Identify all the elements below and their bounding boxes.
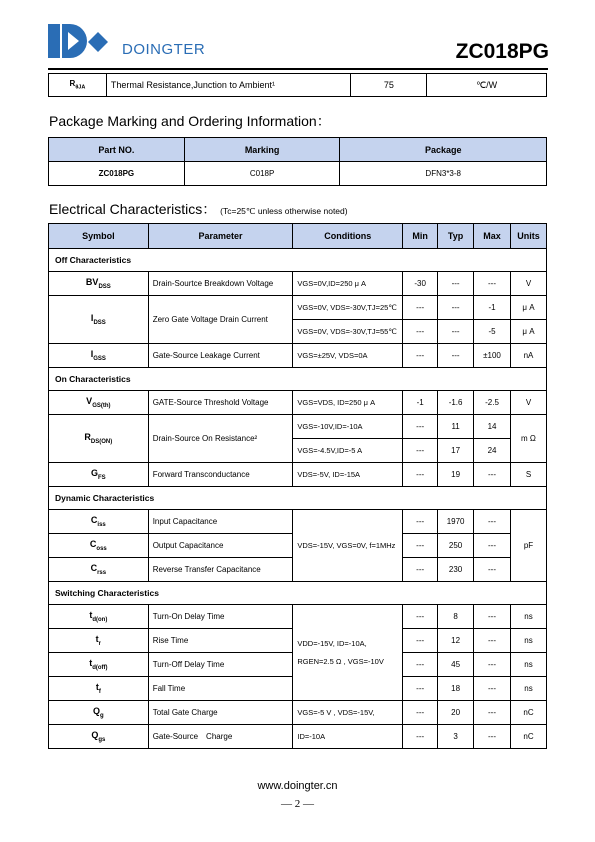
table-row: [49, 296, 547, 320]
conditions-cell: VGS=0V, VDS=-30V,TJ=25℃: [293, 296, 403, 320]
column-header: Min: [403, 224, 438, 249]
package-cell: DFN3*3-8: [340, 162, 547, 186]
section-title-on: On Characteristics: [49, 368, 547, 391]
conditions-cell: VDD=-15V, ID=-10A, RGEN=2.5 Ω , VGS=-10V: [293, 605, 403, 701]
min-cell: ---: [403, 558, 438, 582]
electrical-note: (Tc=25℃ unless otherwise noted): [220, 206, 348, 216]
thermal-symbol: $R_{\theta JA}$: [49, 74, 107, 97]
min-cell: -1: [403, 391, 438, 415]
unit-cell: ns: [510, 677, 546, 701]
column-header: Conditions: [293, 224, 403, 249]
unit-cell: V: [510, 391, 546, 415]
unit-cell: nC: [510, 701, 546, 725]
min-cell: ---: [403, 296, 438, 320]
conditions-cell: VGS=VDS, ID=250 μ A: [293, 391, 403, 415]
section-title-dynamic: Dynamic Characteristics: [49, 487, 547, 510]
unit-cell: nC: [510, 725, 546, 749]
table-row: [49, 162, 547, 186]
max-cell: ---: [474, 653, 511, 677]
typ-cell: ---: [438, 272, 474, 296]
min-cell: -30: [403, 272, 438, 296]
column-header: Typ: [438, 224, 474, 249]
conditions-cell: VGS=-5 V , VDS=-15V,: [293, 701, 403, 725]
section-row: [49, 582, 547, 605]
max-cell: ---: [474, 463, 511, 487]
section-title-switching: Switching Characteristics: [49, 582, 547, 605]
unit-cell: S: [510, 463, 546, 487]
min-cell: ---: [403, 725, 438, 749]
symbol-cell: $Q_{gs}$: [49, 725, 149, 749]
symbol-cell: $t_f$: [49, 677, 149, 701]
column-header: Part NO.: [49, 138, 185, 162]
typ-cell: ---: [438, 344, 474, 368]
max-cell: ---: [474, 677, 511, 701]
table-row: [49, 725, 547, 749]
max-cell: -2.5: [474, 391, 511, 415]
electrical-table: [48, 223, 547, 749]
conditions-cell: VGS=-4.5V,ID=-5 A: [293, 439, 403, 463]
parameter-cell: Reverse Transfer Capacitance: [148, 558, 293, 582]
typ-cell: 12: [438, 629, 474, 653]
max-cell: -1: [474, 296, 511, 320]
typ-cell: ---: [438, 296, 474, 320]
parameter-cell: Input Capacitance: [148, 510, 293, 534]
part-no-cell: ZC018PG: [49, 162, 185, 186]
min-cell: ---: [403, 510, 438, 534]
min-cell: ---: [403, 344, 438, 368]
section-row: [49, 368, 547, 391]
parameter-cell: Drain-Sourtce Breakdown Voltage: [148, 272, 293, 296]
typ-cell: 230: [438, 558, 474, 582]
min-cell: ---: [403, 605, 438, 629]
min-cell: ---: [403, 463, 438, 487]
parameter-cell: Fall Time: [148, 677, 293, 701]
column-header: Max: [474, 224, 511, 249]
min-cell: ---: [403, 415, 438, 439]
column-header: Units: [510, 224, 546, 249]
parameter-cell: Total Gate Charge: [148, 701, 293, 725]
table-row: [49, 701, 547, 725]
conditions-cell: VGS=0V, VDS=-30V,TJ=55℃: [293, 320, 403, 344]
symbol-cell: $V_{GS(th)}$: [49, 391, 149, 415]
conditions-cell: VDS=-15V, VGS=0V, f=1MHz: [293, 510, 403, 582]
column-header: Symbol: [49, 224, 149, 249]
company-logo: [48, 24, 118, 65]
typ-cell: 18: [438, 677, 474, 701]
typ-cell: 17: [438, 439, 474, 463]
min-cell: ---: [403, 439, 438, 463]
max-cell: -5: [474, 320, 511, 344]
section-title-off: Off Characteristics: [49, 249, 547, 272]
table-row: [49, 391, 547, 415]
symbol-cell: $t_{d(on)}$: [49, 605, 149, 629]
max-cell: ---: [474, 701, 511, 725]
symbol-cell: $t_r$: [49, 629, 149, 653]
min-cell: ---: [403, 653, 438, 677]
parameter-cell: Rise Time: [148, 629, 293, 653]
parameter-cell: Gate-Source Charge: [148, 725, 293, 749]
conditions-cell: VGS=0V,ID=250 μ A: [293, 272, 403, 296]
typ-cell: 1970: [438, 510, 474, 534]
symbol-cell: $BV_{DSS}$: [49, 272, 149, 296]
page-number: — 2 —: [281, 798, 314, 810]
section-row: [49, 487, 547, 510]
min-cell: ---: [403, 629, 438, 653]
max-cell: ---: [474, 534, 511, 558]
parameter-cell: Forward Transconductance: [148, 463, 293, 487]
symbol-cell: $R_{DS(ON)}$: [49, 415, 149, 463]
unit-cell: ns: [510, 629, 546, 653]
electrical-section-title: [49, 199, 348, 219]
typ-cell: 3: [438, 725, 474, 749]
typ-cell: -1.6: [438, 391, 474, 415]
table-header-row: [49, 138, 547, 162]
column-header: Parameter: [148, 224, 293, 249]
parameter-cell: Gate-Source Leakage Current: [148, 344, 293, 368]
column-header: Package: [340, 138, 547, 162]
typ-cell: 8: [438, 605, 474, 629]
unit-cell: μ A: [510, 320, 546, 344]
unit-cell: V: [510, 272, 546, 296]
thermal-unit: ℃/W: [427, 74, 547, 97]
min-cell: ---: [403, 320, 438, 344]
max-cell: ---: [474, 510, 511, 534]
header-rule: [48, 68, 548, 70]
min-cell: ---: [403, 701, 438, 725]
symbol-cell: $I_{DSS}$: [49, 296, 149, 344]
typ-cell: 45: [438, 653, 474, 677]
table-row: [49, 344, 547, 368]
symbol-cell: $t_{d(off)}$: [49, 653, 149, 677]
unit-cell: ns: [510, 653, 546, 677]
table-row: [49, 510, 547, 534]
symbol-cell: $C_{oss}$: [49, 534, 149, 558]
symbol-cell: $I_{GSS}$: [49, 344, 149, 368]
symbol-cell: $C_{iss}$: [49, 510, 149, 534]
section-row: [49, 249, 547, 272]
conditions-cell: ID=-10A: [293, 725, 403, 749]
conditions-cell: VGS=-10V,ID=-10A: [293, 415, 403, 439]
max-cell: ±100: [474, 344, 511, 368]
parameter-cell: Turn-On Delay Time: [148, 605, 293, 629]
thermal-parameter: Thermal Resistance,Junction to Ambient¹: [106, 74, 351, 97]
typ-cell: 19: [438, 463, 474, 487]
max-cell: 14: [474, 415, 511, 439]
typ-cell: 20: [438, 701, 474, 725]
typ-cell: ---: [438, 320, 474, 344]
column-header: Marking: [184, 138, 340, 162]
parameter-cell: Output Capacitance: [148, 534, 293, 558]
parameter-cell: GATE-Source Threshold Voltage: [148, 391, 293, 415]
symbol-cell: $C_{rss}$: [49, 558, 149, 582]
table-row: [49, 605, 547, 629]
typ-cell: 250: [438, 534, 474, 558]
max-cell: ---: [474, 272, 511, 296]
marking-cell: C018P: [184, 162, 340, 186]
package-table: [48, 137, 547, 186]
max-cell: ---: [474, 605, 511, 629]
package-section-title: Package Marking and Ordering Information：: [49, 113, 331, 129]
table-row: [49, 74, 547, 97]
brand-name: DOINGTER: [122, 41, 206, 58]
max-cell: ---: [474, 629, 511, 653]
table-row: [49, 272, 547, 296]
electrical-title-text: Electrical Characteristics：: [49, 201, 217, 217]
unit-cell: pF: [510, 510, 546, 582]
min-cell: ---: [403, 677, 438, 701]
max-cell: ---: [474, 558, 511, 582]
max-cell: ---: [474, 725, 511, 749]
unit-cell: μ A: [510, 296, 546, 320]
footer-url[interactable]: www.doingter.cn: [257, 780, 338, 792]
conditions-cell: VDS=-5V, ID=-15A: [293, 463, 403, 487]
unit-cell: ns: [510, 605, 546, 629]
min-cell: ---: [403, 534, 438, 558]
parameter-cell: Drain-Source On Resistance²: [148, 415, 293, 463]
table-row: [49, 463, 547, 487]
conditions-cell: VGS=±25V, VDS=0A: [293, 344, 403, 368]
unit-cell: m Ω: [510, 415, 546, 463]
max-cell: 24: [474, 439, 511, 463]
parameter-cell: Turn-Off Delay Time: [148, 653, 293, 677]
symbol-cell: $Q_g$: [49, 701, 149, 725]
parameter-cell: Zero Gate Voltage Drain Current: [148, 296, 293, 344]
symbol-cell: $G_{FS}$: [49, 463, 149, 487]
unit-cell: nA: [510, 344, 546, 368]
thermal-value: 75: [351, 74, 427, 97]
table-header-row: [49, 224, 547, 249]
typ-cell: 11: [438, 415, 474, 439]
part-number-title: ZC018PG: [455, 40, 549, 63]
table-row: [49, 415, 547, 439]
thermal-table: [48, 73, 547, 97]
